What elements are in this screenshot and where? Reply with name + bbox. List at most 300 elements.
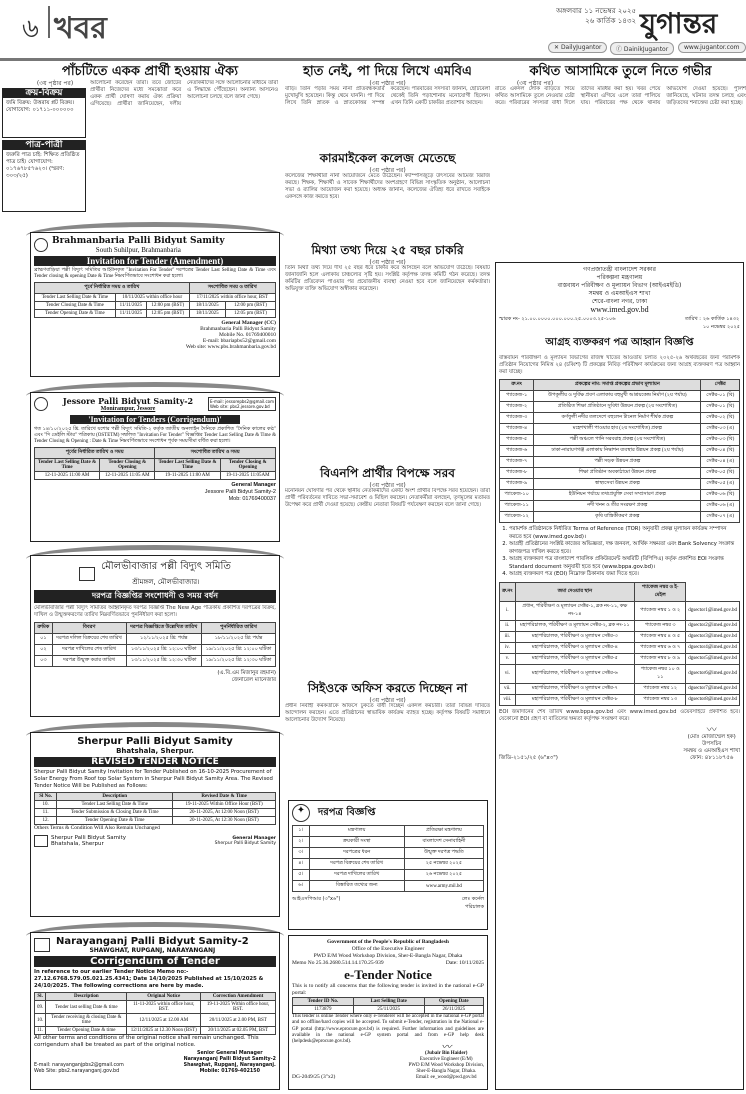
pbs-logo-icon [34, 238, 48, 252]
cell: 11. [35, 1027, 46, 1035]
cell: 20/11/2025 at 2.00 PM, BST [201, 1014, 276, 1027]
project-row [500, 468, 740, 479]
cell: প্যাকেজ-৪ [500, 424, 534, 435]
cell: ii. [500, 620, 516, 631]
story-continued: (৩য় পৃষ্ঠার পর) [369, 259, 406, 266]
cell: 19-11-2025 11:05AM [220, 472, 275, 480]
cell: স্বাস্থ্যসেবা উন্নয়ন প্রকল্প [534, 479, 701, 490]
org-address: Monirampur, Jessore [100, 406, 156, 412]
cell: ২। [293, 837, 310, 848]
project-row [500, 512, 740, 523]
sig-line: General Manager [231, 482, 276, 488]
imed-date-label: তারিখ : [684, 316, 701, 322]
col-head: Revised Date & Time [173, 793, 276, 801]
cell: সেক্টর-০৩ (বি) [701, 435, 740, 446]
cell: 18/11/2025 [189, 310, 225, 318]
term-item: 1. পরামর্শক প্রতিষ্ঠানকে নির্ধারিত Terms of Reference (TOR) অনুযায়ী প্রকল্প মূল্যায়ন কার্যক্রম সম্পাদন করতে হবে (www.imed.gov.bd)। [509, 526, 740, 541]
story-headline: বিএনপি প্রার্থীর বিপক্ষে সরব [320, 466, 455, 480]
twitter-label: DailyJugantor [560, 44, 602, 51]
army-notice-title: দরপত্র বিজ্ঞপ্তি [318, 806, 376, 818]
header-date [506, 6, 636, 26]
cell: প্রতিষ্ঠিত শিক্ষা প্রতিষ্ঠানে সুবিধা উন্নয়ন প্রকল্প (২য় সংশোধিত) [534, 402, 701, 413]
sig-line: Executive Engineer (E/M) [419, 1057, 473, 1063]
col-head: পূর্বের নির্ধারিত তারিখ ও সময় [35, 448, 155, 459]
cell: প্যাকেজ নম্বর ১০ ও ১১ [635, 664, 686, 683]
imed-title: আগ্রহ ব্যক্তকরণ পত্র আহ্বান বিজ্ঞপ্তি [545, 337, 694, 348]
cell: dgsector1@imed.gov.bd [686, 601, 740, 620]
cell: ০২ [35, 645, 53, 656]
cell: 12:00 pm (BST) [226, 302, 276, 310]
imed-ministry: পরিকল্পনা মন্ত্রণালয় [596, 274, 643, 281]
table-row [35, 1014, 276, 1027]
imed-code: জিডি-২১৫১/২৫ (৬"x৩") [499, 754, 558, 761]
cell: 12-11-2025 11:00 AM [35, 472, 100, 480]
sig-line: (Jubair Bin Haider) [425, 1051, 468, 1057]
cell: প্যাকেজ নম্বর ১২ [635, 683, 686, 694]
cell: প্যাকেজ-১১ [500, 501, 534, 512]
project-row [500, 402, 740, 413]
cell: dgsector7@imed.gov.bd [686, 683, 740, 694]
table-row [35, 817, 276, 825]
cell: ২৬ নভেম্বর ২০২৫ [404, 870, 483, 881]
cell: মহাপরিচালক, পরিবীক্ষণ ও মূল্যায়ন সেক্টর-৫ [515, 653, 635, 664]
col-head: Last Selling Date [353, 998, 424, 1006]
imed-sector: সমন্বয় ও এমআইএস শাখা [588, 290, 651, 297]
sig-line: General Manager (CC) [221, 320, 276, 326]
org-address: শ্রীমঙ্গল, মৌলভীবাজার। [132, 578, 200, 586]
submission-row [500, 694, 740, 705]
army-signatory-title: পরিচালক [465, 904, 484, 910]
col-head: Tender Closing & Opening [220, 459, 275, 472]
tender-id: 1173879 [293, 1006, 354, 1014]
cell: সেক্টর-০৪ (এ) [701, 457, 740, 468]
cell: 11/11/2025 [115, 302, 146, 310]
etender-body: This tender is online Tender where only e-Tenderer will be accepted in the national e-GP portal and no offline/hard copies will be accepted. To submit e-Tender, registration in the National e-GP portal (http://www.eprocure.gov.bd) is required. Further information and guidelines are available in the national e-GP system portal and from e-GP help desk (helpdesk@eprocure.gov.bd). [292, 1014, 484, 1045]
etender-division: PWD E/M Wood Workshop Division, Sher-E-Bangla Nagar, Dhaka [313, 953, 463, 959]
sig-line: (এ.বি.এম মিজানুর রহমান) [217, 670, 276, 676]
col-head: Tender ID No. [293, 998, 354, 1006]
cell: দরপত্র উন্মুক্ত করার তারিখ [52, 656, 126, 667]
term-item: 4. আগ্রহ ব্যক্তকরণ পত্র (EOI) নিম্নোক্ত ঠিকানায় জমা দিতে হবে। [509, 571, 740, 579]
brahmanbaria-tender-notice [30, 222, 280, 377]
sig-line: General Manager [232, 836, 276, 841]
story-body: বাড়ি। তিনি পড়ার সময় নানা প্রতিবন্ধকতার মুখোমুখি হয়েছেন। কিন্তু থেমে যাননি। পা দিয়ে লিখে তিনি স্নাতক ও স্নাতকোত্তর সম্পন্ন করেছেন। পরিবারের সদস্যরা জানান, ছোটবেলা থেকেই তিনি পড়াশোনায় মনোযোগী ছিলেন। এখন তিনি একটি চাকরির প্রত্যাশায় আছেন। [285, 86, 490, 106]
cell: v. [500, 653, 516, 664]
etender-intro: This is to notify all concerns that the following tender is invited in the national e-GP portal: [292, 983, 484, 996]
cell: প্যাকেজ নম্বর ১৩ [635, 694, 686, 705]
notice-banner: Invitation for Tender (Amendment) [34, 256, 276, 266]
org-name: Sherpur Palli Bidyut Samity [77, 736, 233, 747]
cell: প্যাকেজ-১২ [500, 512, 534, 523]
narayanganj-table [34, 992, 276, 1035]
story-body: আলোচনা করেছেন তারা। তবে জোটের প্রার্থীরা নিজেদের মধ্যে সমঝোতা করে একক প্রার্থী ঘোষণা করায় ঐক্য প্রক্রিয়া এগিয়েছে। প্রার্থীরা জানিয়েছেন, দলীয় নেতাকর্মীদের সঙ্গে আলোচনার মাধ্যমে তারা এ সিদ্ধান্তে পৌঁছেছেন। অন্যান্য আসনেও আলোচনা চলছে বলে জানা গেছে। [90, 80, 278, 107]
classified-text: জরুরি পাত্র চাই: শিক্ষিত প্রতিষ্ঠিত পাত্র চাই। যোগাযোগ: ০১৭৬৭৮৫৭৬২৩। (স্মরণ: ৩০৩/২৫) [6, 152, 80, 179]
cell: উন্মুক্ত দরপত্র পদ্ধতি [404, 848, 483, 859]
cell: প্যাকেজ-৩ [500, 413, 534, 424]
project-row [500, 457, 740, 468]
col-head: প্রকল্পের নাম: সমাপ্ত প্রকল্পের প্রভাব মূল্যায়ন [534, 380, 701, 391]
army-tender-notice [288, 800, 488, 930]
imed-address: শেরে-বাংলা নগর, ঢাকা [591, 298, 648, 305]
cell: dgsector2@imed.gov.bd [686, 620, 740, 631]
facebook-label: DainikJugantor [623, 46, 669, 53]
header-rule [0, 58, 746, 61]
table-row [293, 837, 484, 848]
project-row [500, 479, 740, 490]
cell: dgsector4@imed.gov.bd [686, 642, 740, 653]
cell: সেক্টর-০৫ (এ) [701, 479, 740, 490]
project-row [500, 391, 740, 402]
classified-title: ক্রয়-বিক্রয় [3, 89, 85, 98]
army-signatory: লেঃ কর্নেল [461, 896, 484, 902]
cell: dgsector3@imed.gov.bd [686, 631, 740, 642]
cell: 19-11-2025 Within office hour, BST. [201, 1001, 276, 1014]
story-continued: (৩য় পৃষ্ঠার পর) [369, 482, 406, 489]
story-continued: (৩য় পৃষ্ঠার পর) [36, 80, 74, 87]
cell: ১৯/১১/২০২৫ খ্রি: ১২:০০ ঘটিকা [202, 645, 276, 656]
cell: দরপত্র দাখিলের তারিখ [309, 870, 404, 881]
term-item: 2. আগ্রহী প্রতিষ্ঠানের সংশ্লিষ্ট কাজের অভিজ্ঞতা, দক্ষ জনবল, আর্থিক সক্ষমতা এবং Bank Solvency সংক্রান্ত কাগজপত্র দাখিল করতে হবে। [509, 541, 740, 556]
notice-intro: গত ১৪/১০/২০২৫ খ্রি. তারিখে যশোর পল্লী বিদ্যুৎ সমিতি-২ কর্তৃক জাতীয় অনলাইন দৈনিকে প্রকাশিত "দৈনিক কালের কণ্ঠ" এবং "দি ডেইলি স্টার" পত্রিকায় (OSTETM) সম্বলিত "Invitation For Tender" বিজ্ঞপ্তির Tender Last Selling Date & Time & Tender Closing & Opening : Date & Time নিম্নবর্ণিতভাবে সংশোধন পূর্বক সময়সীমা বর্ধিত করা হলো। [34, 427, 276, 444]
cell: dgsector8@imed.gov.bd [686, 694, 740, 705]
cell: মহাপরিচালক, পরিবীক্ষণ ও মূল্যায়ন সেক্টর-৭ [515, 683, 635, 694]
col-head: Sl No. [35, 793, 57, 801]
facebook-handle[interactable]: ⓕ DainikJugantor [610, 42, 674, 55]
cell: ক্রয়কারী সংস্থা [309, 837, 404, 848]
story-headline: কথিত আসামিকে তুলে নিতে গভীর [529, 64, 712, 79]
submission-row [500, 620, 740, 631]
contact-email: E-mail: narayanganjpbs2@gmail.com [34, 1063, 124, 1068]
signature-icon: 〰 [706, 724, 717, 736]
cell: 11. [35, 809, 57, 817]
twitter-handle[interactable]: ✕ DailyJugantor [548, 42, 607, 53]
project-row [500, 501, 740, 512]
cell: ইউনিয়ন পর্যায়ে তথ্যপ্রযুক্তি সেবা সম্প্রসারণ প্রকল্প [534, 490, 701, 501]
pbs-logo-icon [34, 835, 48, 847]
sig-line: Shawghat, Rupganj, Narayanganj. [183, 1063, 276, 1068]
moulvibazar-tender-notice [30, 545, 280, 717]
cell: dgsector6@imed.gov.bd [686, 664, 740, 683]
cell: ৩। [293, 848, 310, 859]
cell: দরপত্র দলিল বিক্রয়ের শেষ তারিখ [52, 634, 126, 645]
sig-line: Senior General Manager [196, 1051, 263, 1056]
table-row [35, 1001, 276, 1014]
page-number: ৬ [22, 14, 39, 44]
table-row [35, 656, 276, 667]
e-tender-notice [288, 935, 488, 1090]
imed-closing: EOI জমাদানের শেষ তারিখ www.bppa.gov.bd এবং www.imed.gov.bd ওয়েবসাইটে প্রকাশিত হবে। যেকোনো EOI গ্রহণ বা বাতিলের ক্ষমতা কর্তৃপক্ষ সংরক্ষণ করে। [499, 708, 740, 722]
org-name: মৌলভীবাজার পল্লী বিদ্যুৎ সমিতি [101, 561, 231, 572]
cell: ১৮/১১/২০২৫ খ্রি: পর্যন্ত [202, 634, 276, 645]
cell: ১৩/১১/২০২৫ খ্রি: ১২:৩০ ঘটিকা [126, 656, 202, 667]
cell: ৫। [293, 870, 310, 881]
cell: 20/11/2025 at 02.05 PM, BST [201, 1027, 276, 1035]
cell: মহাপরিচালক, পরিবীক্ষণ ও মূল্যায়ন সেক্টর-৮ [515, 694, 635, 705]
project-row [500, 490, 740, 501]
col-head: Opening Date [424, 998, 483, 1006]
cell: www.army.mil.bd [404, 881, 483, 892]
notice-intro: ব্রাহ্মণবাড়িয়া পল্লী বিদ্যুৎ সমিতির আহ্বানকৃত "Invitation For Tender" দরপত্রের Tender Last Selling Date & Time এবং Tender closing & opening Date & Time নিম্নবর্ণিতভাবে সংশোধন করা হলো। [34, 268, 276, 279]
cell: মহাপরিচালক, পরিবীক্ষণ ও মূল্যায়ন সেক্টর-২, ব্লক নং-১১ [515, 620, 635, 631]
etender-office: Office of the Executive Engineer [351, 946, 425, 952]
col-head: পুনর্নির্ধারিত তারিখ [202, 623, 276, 634]
sig-line: Mobile No. 01769400010 [219, 332, 276, 338]
project-row [500, 413, 740, 424]
cell: 12/11/2025 at 12.00 AM [127, 1014, 201, 1027]
cell: Tender last selling Date & time [46, 1001, 127, 1014]
story-continued: (৩য় পৃষ্ঠার পর) [369, 697, 406, 704]
sig-line: (মোঃ মোজাম্মেল হক) [687, 733, 736, 740]
col-head: ক্র.নং [500, 380, 534, 391]
contact-web: Web Site: pbs2.narayanganj.gov.bd [34, 1069, 120, 1074]
cell: Tender receiving & closing Date & time [46, 1014, 127, 1027]
cell: 09. [35, 1001, 46, 1014]
col-head: ক্রমিক [35, 623, 53, 634]
sig-line: Email: ee_wood@pwd.gov.bd [415, 1075, 477, 1081]
cell: ১৯/১১/২০২৫ খ্রি: ১২:৩০ ঘটিকা [202, 656, 276, 667]
table-row [293, 826, 484, 837]
org-name: Narayanganj Palli Bidyut Samity-2 [56, 936, 249, 947]
cell: মহাপরিচালক, পরিবীক্ষণ ও মূল্যায়ন সেক্টর-৩ [515, 631, 635, 642]
cell: দরপত্র দাখিলের শেষ তারিখ [52, 645, 126, 656]
sig-line: ফোন: ৪৮১১৮৭৫৬ [690, 754, 734, 761]
col-head: ক্র.নং [500, 582, 516, 601]
cell: ০৩ [35, 656, 53, 667]
cell: 10. [35, 1014, 46, 1027]
col-head: Description [46, 993, 127, 1001]
col-head: Correction Amendment [201, 993, 276, 1001]
sig-line: জেনারেল ম্যানেজার [231, 677, 276, 683]
submission-row [500, 601, 740, 620]
col-head: Tender Closing & Opening [100, 459, 155, 472]
cell: মহাপরিচালক, পরিবীক্ষণ ও মূল্যায়ন সেক্টর-৪ [515, 642, 635, 653]
cell: 12-11-2025 11:05 AM [100, 472, 155, 480]
imed-gov: গণপ্রজাতন্ত্রী বাংলাদেশ সরকার [583, 266, 656, 273]
cell: সেক্টর-০৭ (এ) [701, 512, 740, 523]
cell: Tender Opening Date & Time [35, 310, 116, 318]
sig-line: PWD E/M Wood Workshop Division, [408, 1063, 484, 1069]
cell: সেক্টর-০৩ (এ) [701, 424, 740, 435]
cell: 20-11-2025, At 12:00 Noon (BST) [173, 809, 276, 817]
col-head: জমা দেওয়ার স্থান [515, 582, 635, 601]
cell: প্যাকেজ নম্বর ৪ ও ৫ [635, 631, 686, 642]
sig-line: সমন্বয় ও এমআইএস শাখা [683, 747, 740, 754]
sig-line: Narayanganj Palli Bidyut Samity-2 [183, 1057, 276, 1062]
cell: প্যাকেজ নম্বর ৮ ও ৯ [635, 653, 686, 664]
cell: মহেশখালী পাওয়ার হাব (২য় সংশোধিত) প্রকল্প [534, 424, 701, 435]
cell: Tender Last Selling Date & Time [35, 294, 116, 302]
cell: 11/11/2025 [115, 310, 146, 318]
sig-line: Brahmanbaria Palli Bidyut Samity [200, 326, 276, 332]
col-head: Original Notice [127, 993, 201, 1001]
etender-gov: Government of the People's Republic of Bangladesh [327, 939, 449, 945]
signature-icon: 〰 [441, 1042, 452, 1054]
cell: ঢাকা-নারায়ণগঞ্জ এলাকায় নিষ্কাশন ব্যবস্থার উন্নয়ন প্রকল্প (২য় পর্যায়) [534, 446, 701, 457]
cell: প্যাকেজ-২ [500, 402, 534, 413]
table-row [293, 870, 484, 881]
cell: Tender Closing Date & Time [35, 302, 116, 310]
story-continued: (৩য় পৃষ্ঠার পর) [369, 80, 406, 87]
imed-date-gregorian: ১০ নভেম্বর ২০২৫ [702, 324, 740, 330]
cell: viii. [500, 694, 516, 705]
cell: 12:05 pm (BST) [226, 310, 276, 318]
col-head: সেক্টর [701, 380, 740, 391]
cell: Tender Opening Date & time [46, 1027, 127, 1035]
notice-footer: All other terms and conditions of the original notice shall remain unchanged. This corrigendum shall be treated as part of the original notice. [34, 1035, 259, 1048]
story-headline: হাত নেই, পা দিয়ে লিখে এমবিএ [303, 64, 472, 79]
date-bangla: ২৬ কার্তিক ১৪৩২ [585, 17, 636, 25]
cell: iii. [500, 631, 516, 642]
sig-line: Bhatshala, Sherpur [51, 841, 104, 847]
cell: কর্ণফুলী নদীর তলদেশে বহুলেন টানেল নির্মাণ শীর্ষক প্রকল্প [534, 413, 701, 424]
imed-memo: স্মারক নং- ২১.০০.০০০০.০০০.০০০.২৫.০০০৩.২৫-১০৬ [499, 316, 616, 322]
notice-banner: 'Invitation for Tenders (Corrigendum)' [70, 415, 239, 424]
submission-row [500, 653, 740, 664]
classified-title: পাত্র-পাত্রী [3, 141, 85, 150]
date-gregorian: অঙ্গলবার ১১ নভেম্বর ২০২৫ [556, 7, 636, 15]
classified-matrimonial [2, 140, 86, 212]
etender-memo: Memo No 25.36.2680.514.14.170.25-939 [292, 960, 384, 966]
section-title: খবর [54, 11, 107, 46]
cell: 19-11-2025 11:00 AM [155, 472, 220, 480]
pbs-logo-icon [34, 397, 48, 411]
submission-row [500, 642, 740, 653]
cell: প্যাকেজ-৯ [500, 479, 534, 490]
cell: প্যাকেজ-৫ [500, 435, 534, 446]
table-row [35, 634, 276, 645]
cell: শিক্ষা প্রতিষ্ঠান অবকাঠামো উন্নয়ন প্রকল্প [534, 468, 701, 479]
story-headline: কারমাইকেল কলেজ মেতেছে [319, 151, 456, 165]
moulvibazar-table [34, 622, 276, 667]
cell: প্যাকেজ-৮ [500, 468, 534, 479]
cell: 19-11-2025 Within Office Hour (BST) [173, 801, 276, 809]
sig-line: Jessore Palli Bidyut Samity-2 [204, 489, 276, 495]
cell: দরপত্র বিক্রয়ের শেষ তারিখ [309, 859, 404, 870]
cell: 10/11/2025 within office hour [115, 294, 189, 302]
imed-terms [499, 526, 740, 579]
newspaper-logo: যুগান্তর [640, 7, 718, 40]
story-body: মনোনয়ন ঘোষণার পর থেকে স্থানীয় নেতাকর্মীদের একটি অংশ প্রার্থীর বিপক্ষে সরব হয়েছেন। তারা প্রার্থী পরিবর্তনের দাবিতে সভা-সমাবেশ ও মিছিল করছেন। নেতাকর্মীরা বলছেন, তৃণমূলের মতামত উপেক্ষা করে প্রার্থী দেওয়া হয়েছে। কেন্দ্রীয় নেতারা বিষয়টি পর্যবেক্ষণ করছেন বলে জানা গেছে। [285, 488, 490, 508]
pbs-logo-icon [34, 938, 50, 952]
cell: সেক্টর-০৪ (বি) [701, 446, 740, 457]
sig-line: Mob: 01769400037 [228, 496, 276, 502]
cell: iv. [500, 642, 516, 653]
army-code: আইএসপিআর (৩"x৬") [292, 896, 341, 902]
cell: সেক্টর-০১ (বি) [701, 402, 740, 413]
cell: dgsector5@imed.gov.bd [686, 653, 740, 664]
army-table [292, 825, 484, 892]
sig-line: উপসচিব [702, 740, 722, 747]
submission-row [500, 664, 740, 683]
org-name: Jessore Palli Bidyut Samity-2 [62, 396, 194, 406]
contact-email: E-mail: jessorepbs2@gmail.com [209, 399, 274, 404]
imed-signature-block [683, 724, 740, 762]
notice-intro: In reference to our earlier Tender Notice Memo no:- 27.12.6768.579.05.021.25.4341; Date 14/10/2025 Published at 15/10/2025 & 24/10/2025. The following corrections are here by made. [34, 969, 264, 989]
sherpur-table [34, 792, 276, 825]
project-row [500, 424, 740, 435]
sig-line: Sherpur Palli Bidyut Samity [51, 835, 126, 841]
cell: সেক্টর-০৫ (বি) [701, 468, 740, 479]
notice-banner: দরপত্র বিজ্ঞপ্তির সংশোধনী ও সময় বর্ধন [34, 590, 276, 603]
submission-row [500, 683, 740, 694]
cell: মহাপরিচালক, পরিবীক্ষণ ও মূল্যায়ন সেক্টর-৬ [515, 664, 635, 683]
cell: প্যাকেজ নম্বর ১ ও ২ [635, 601, 686, 620]
notice-footer: Others Terms & Condition Will Also Remain Unchanged [34, 825, 160, 831]
col-head: সংশোধিত সময় ও তারিখ [189, 283, 275, 294]
cell: উপকূলীয় ও দুর্বিক্ষ প্রবণ এলাকায় বহুমুখী আশ্রয়কেন্দ্র নির্মাণ (২য় পর্যায়) [534, 391, 701, 402]
cell: পল্লী অঞ্চলে পানি সরবরাহ প্রকল্প (২য় সংশোধিত) [534, 435, 701, 446]
notice-banner: Corrigendum of Tender [34, 956, 276, 967]
opening-date: 26/11/2025 [424, 1006, 483, 1014]
story-headline: মিথ্যা তথ্য দিয়ে ২৫ বছর চাকরি [311, 243, 464, 257]
jessore-tender-notice [30, 382, 280, 542]
table-row [35, 1027, 276, 1035]
story-body: তিনি মিথ্যা তথ্য দিয়ে দীর্ঘ ২৫ বছর ধরে চাকরি করে আসছেন বলে অভিযোগ উঠেছে। বিষয়টি জানাজানি হলে এলাকায় চাঞ্চল্যের সৃষ্টি হয়। সংশ্লিষ্ট কর্তৃপক্ষ তদন্ত কমিটি গঠন করেছে। তদন্ত কমিটির প্রতিবেদন পাওয়ার পর প্রয়োজনীয় ব্যবস্থা নেওয়া হবে বলে জানিয়েছেন কর্মকর্তারা। অভিযুক্ত ব্যক্তি অভিযোগ অস্বীকার করেছেন। [285, 265, 490, 292]
story-body: কলেজের শিক্ষার্থীরা নানা আয়োজনে মেতে উঠেছেন। ক্যাম্পাসজুড়ে উৎসবের আমেজ বিরাজ করছে। শিক্ষক, শিক্ষার্থী ও সাবেক শিক্ষার্থীদের অংশগ্রহণে বিভিন্ন সাংস্কৃতিক অনুষ্ঠান, আলোচনা সভা ও র‍্যালির আয়োজন করা হয়েছে। অধ্যক্ষ জানান, কলেজের ঐতিহ্য ধরে রাখতে সবাইকে একসঙ্গে কাজ করতে হবে। [285, 173, 490, 200]
cell: 10. [35, 801, 57, 809]
cell: ১৩/১১/২০২৫ খ্রি: ১২:০০ ঘটিকা [126, 645, 202, 656]
sig-line: Sher-E-Bangla Nagar, Dhaka. [416, 1069, 477, 1075]
etender-title: e-Tender Notice [344, 967, 432, 982]
imed-website[interactable]: www.imed.gov.bd [590, 305, 649, 314]
cell: বাংলাদেশ সেনাবাহিনী [404, 837, 483, 848]
imed-project-table [499, 379, 740, 523]
notice-banner: REVISED TENDER NOTICE [34, 757, 276, 767]
imed-division: বাস্তবায়ন পরিবীক্ষণ ও মূল্যায়ন বিভাগ (আইএমইডি) [557, 282, 682, 289]
imed-date-bangla: ২৬ কার্তিক ১৪৩২ [702, 316, 740, 322]
cell: i. [500, 601, 516, 620]
sig-line: Web site: www.pbs.brahmanbaria.gov.bd [185, 344, 276, 350]
cell: ২৫ নভেম্বর ২০২৫ [404, 859, 483, 870]
table-row [293, 859, 484, 870]
table-row [35, 809, 276, 817]
cell: ১। [293, 826, 310, 837]
etender-code: DG-2049/25 (3"x2) [292, 1074, 336, 1081]
narayanganj-corrigendum-notice [30, 922, 280, 1090]
org-name: Brahmanbaria Palli Bidyut Samity [52, 236, 225, 246]
col-head: Tender Last Selling Date & Time [35, 459, 100, 472]
cell: ০১ [35, 634, 53, 645]
cell: 11-11-2025 within office hour, BST. [127, 1001, 201, 1014]
story-body: রাতে একদল লোক বাড়িতে গিয়ে কথিত আসামিকে তুলে নেওয়ার চেষ্টা করে। পরিবারের সদস্যরা বাধা দিলে তাদের মারধর করা হয়। খবর পেয়ে স্থানীয়রা এগিয়ে এলে তারা পালিয়ে যায়। পরিবারের পক্ষ থেকে থানায় অভিযোগ দেওয়া হয়েছে। পুলিশ জানিয়েছে, ঘটনার তদন্ত চলছে এবং জড়িতদের শনাক্তের চেষ্টা করা হচ্ছে। [495, 86, 746, 106]
project-row [500, 446, 740, 457]
sig-line: Mobile: 01769-402150 [199, 1069, 260, 1074]
etender-date: Date: 10/11/2025 [445, 960, 484, 966]
project-row [500, 435, 740, 446]
col-head: প্যাকেজ নম্বর ও ই-মেইল [635, 582, 686, 601]
etender-signature-block [408, 1042, 484, 1081]
contact-web: Web site: pbs2.jessore.gov.bd [209, 404, 270, 409]
classified-text: জমি বিক্রয়: উত্তরায় প্লট বিক্রয়। যোগাযোগ: ০১৭১১-০০০০০০ [6, 100, 75, 113]
cell: প্যাকেজ নম্বর ৬ ও ৭ [635, 642, 686, 653]
cell: 20-11-2025, At 12:30 Noon (BST) [173, 817, 276, 825]
cell: মন্ত্রণালয় [309, 826, 404, 837]
col-head: দরপত্র বিজ্ঞপ্তিতে উল্লেখিত তারিখ [126, 623, 202, 634]
cell: ৪। [293, 859, 310, 870]
imed-intro: বাস্তবায়ন পরিবীক্ষণ ও মূল্যায়ন বিভাগের রাজস্ব খাতের আওতায় চলতি ২০২৫-২৬ অর্থবছরের জন্য পরামর্শক প্রতিষ্ঠান নিয়োগের নিমিত্ত ২৪ (চব্বিশ) টি প্রকল্পের নিবিড় পরিবীক্ষণ কার্যক্রমের জন্য আগ্রহ ব্যক্তকরণ পত্র আহ্বান করা যাচ্ছে। [499, 355, 740, 375]
cell: প্যাকেজ-১ [500, 391, 534, 402]
cell: Tender Submission & Closing Date & Time [57, 809, 173, 817]
imed-submission-table [499, 582, 740, 706]
col-head: বিবরণ [52, 623, 126, 634]
cell: প্রতিরক্ষা মন্ত্রণালয় [404, 826, 483, 837]
sig-line: Sherpur Palli Bidyut Samity [214, 841, 276, 846]
sig-line: E-mail: bbariapbs52@gmail.com [202, 338, 276, 344]
cell: ১২/১১/২০২৫ খ্রি: পর্যন্ত [126, 634, 202, 645]
cell: 12:00 pm (BST) [146, 302, 189, 310]
website-link[interactable]: www.jugantor.com [678, 42, 746, 53]
org-address: Bhatshala, Sherpur. [116, 747, 194, 755]
